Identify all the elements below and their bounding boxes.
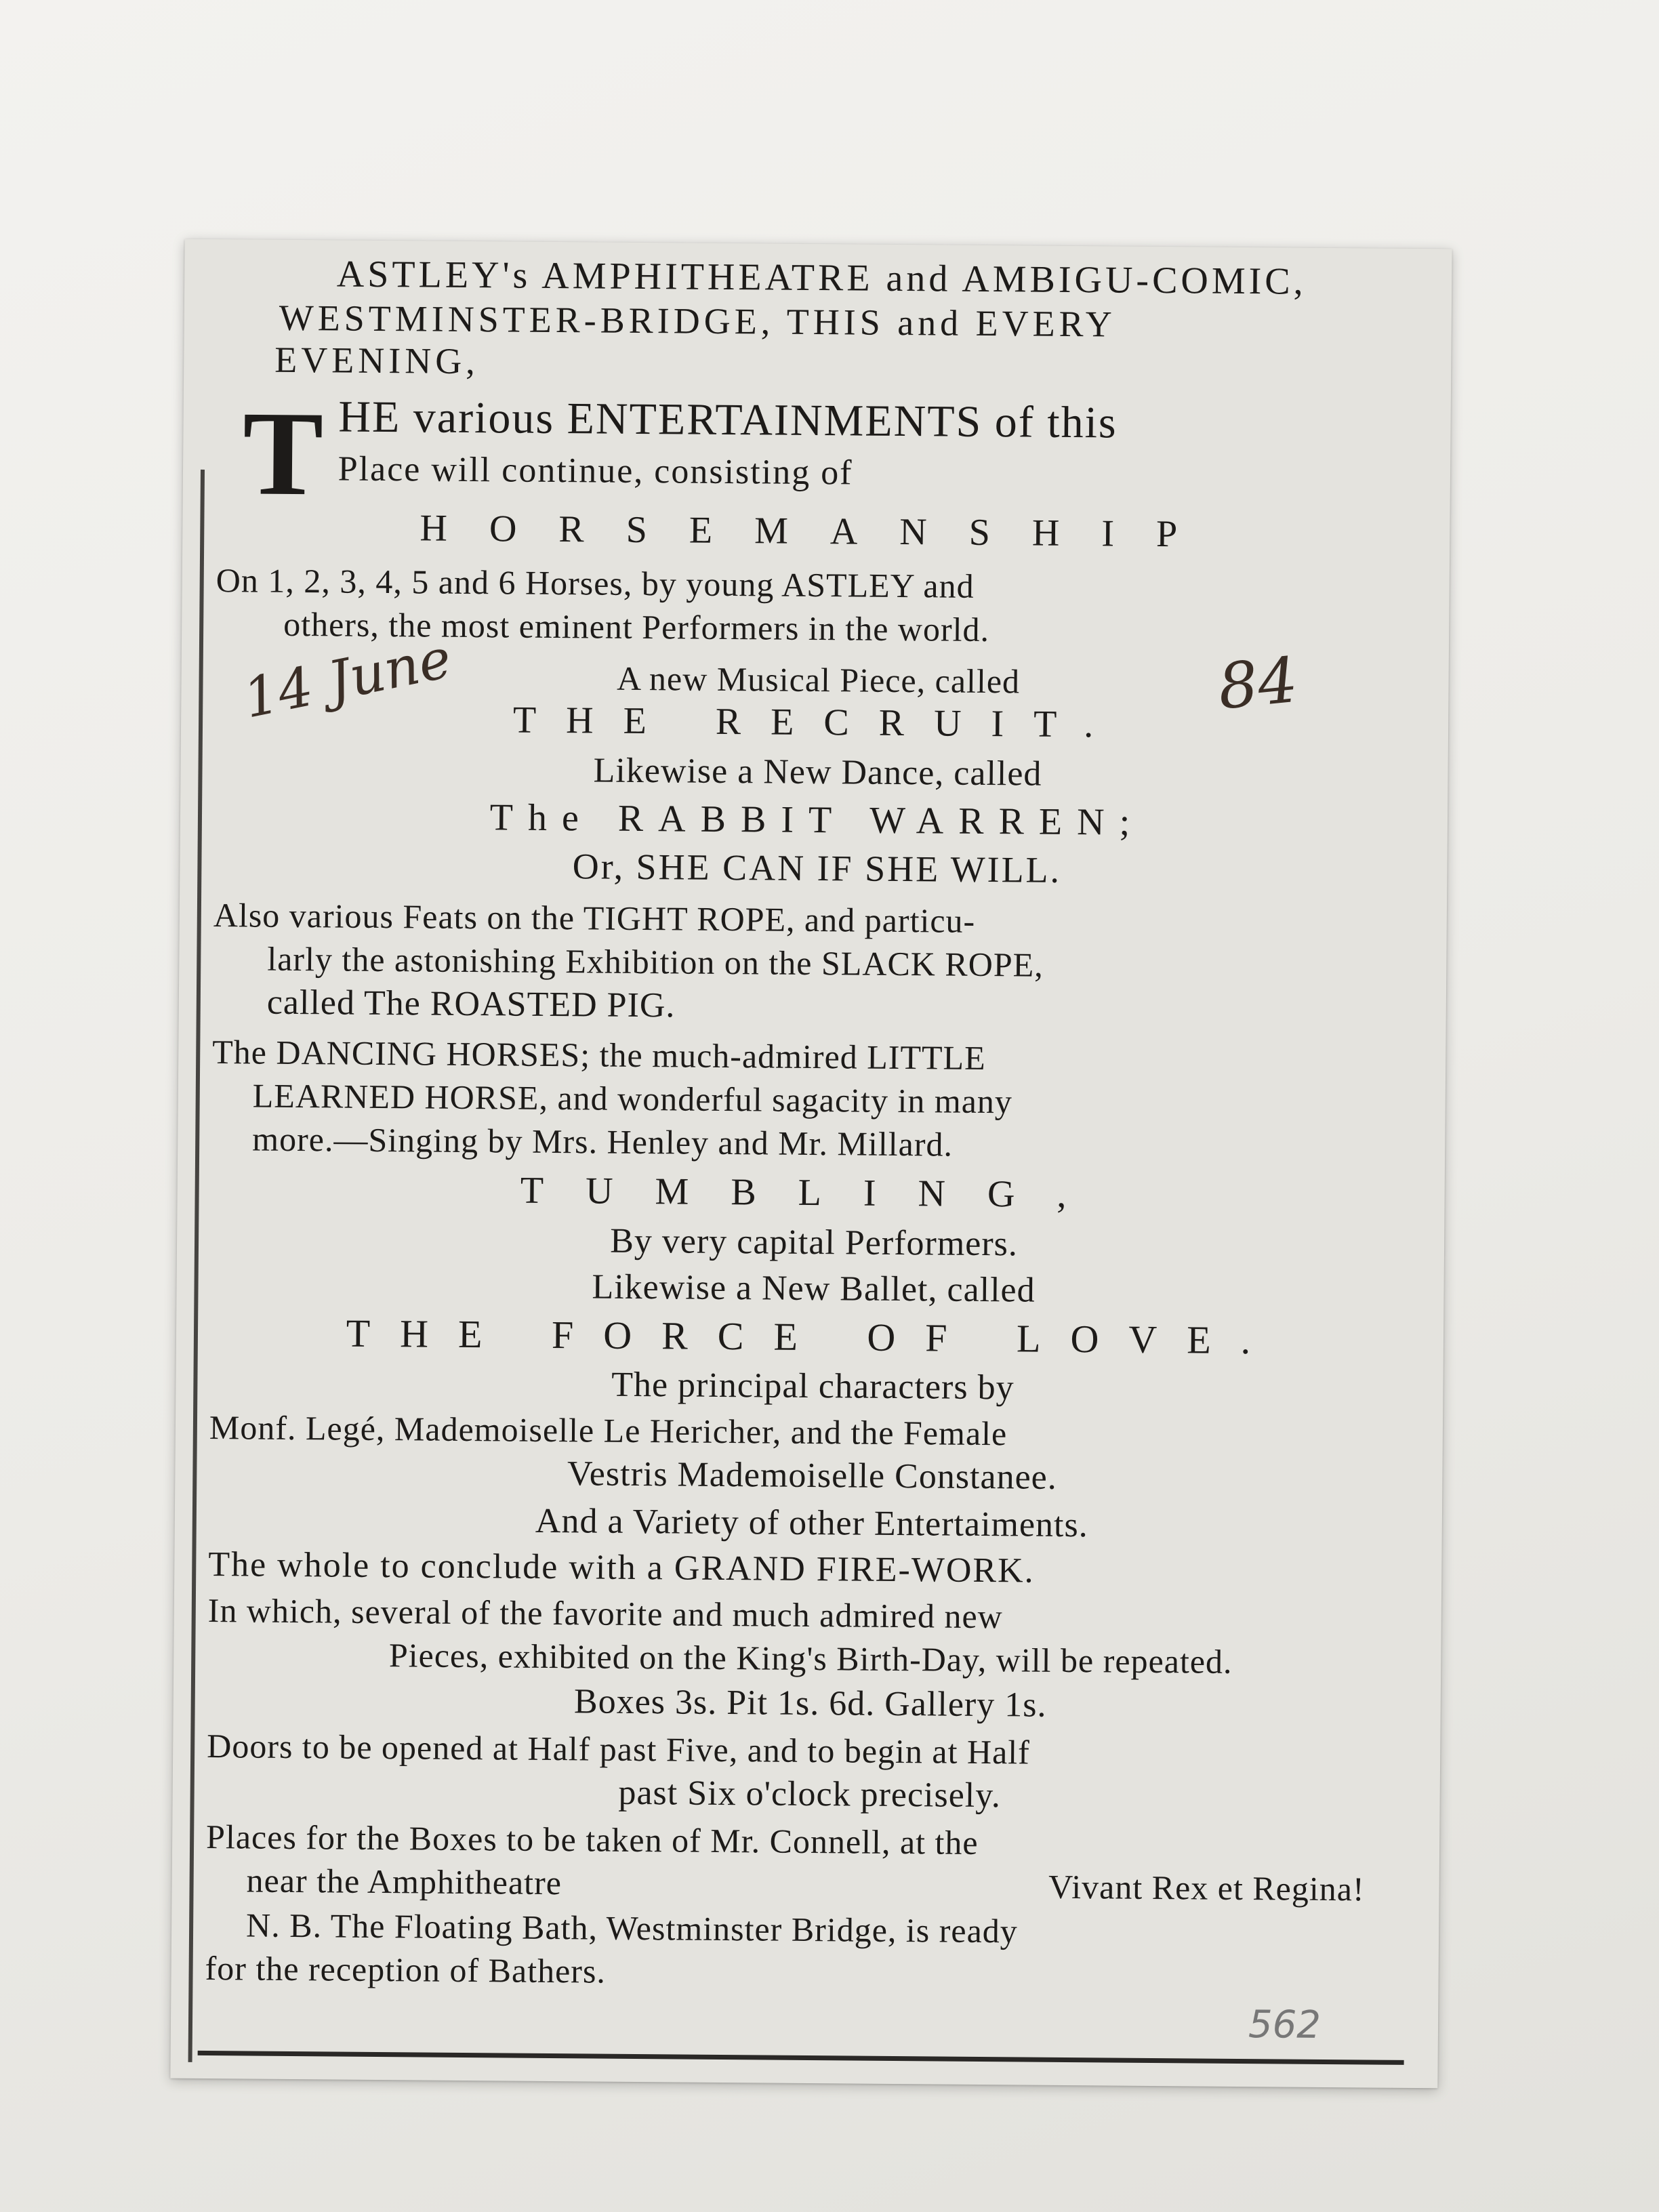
horses-line-1: On 1, 2, 3, 4, 5 and 6 Horses, by young ASTLEY and <box>216 561 975 605</box>
musical-piece-intro: A new Musical Piece, called <box>616 659 1021 701</box>
places-line-2 <box>205 1863 1412 1906</box>
intro-line-1: HE various ENTERTAINMENTS of this <box>338 392 1118 448</box>
places-line-1: Places for the Boxes to be taken of Mr. Connell, at the <box>205 1818 979 1862</box>
nb-line-2: for the reception of Bathers. <box>205 1949 607 1990</box>
doors-line-2: past Six o'clock precisely. <box>618 1773 1002 1816</box>
horses-line-2: others, the most eminent Performers in the world. <box>283 605 990 649</box>
drop-cap: T <box>242 386 324 521</box>
cast-line-2: Vestris Mademoiselle Constanee. <box>567 1454 1057 1497</box>
principal-characters: The principal characters by <box>611 1365 1015 1408</box>
intro-line-2: Place will continue, consisting of <box>337 449 853 493</box>
prices-line: Boxes 3s. Pit 1s. 6d. Gallery 1s. <box>573 1682 1047 1725</box>
she-can-subtitle: Or, SHE CAN IF SHE WILL. <box>572 846 1062 890</box>
variety-line: And a Variety of other Entertaiments. <box>535 1501 1088 1545</box>
pencil-number: 562 <box>1248 2003 1322 2047</box>
conclude-line: The whole to conclude with a GRAND FIRE-WORK. <box>208 1545 1035 1591</box>
cast-line-1: Monf. Legé, Mademoiselle Le Hericher, and the Female <box>209 1408 1008 1453</box>
dancing-line-3: more.—Singing by Mrs. Henley and Mr. Millard. <box>252 1120 954 1164</box>
header-line-2: WESTMINSTER-BRIDGE, THIS and EVERY <box>279 297 1116 345</box>
dance-intro: Likewise a New Dance, called <box>593 751 1042 794</box>
recruit-heading: THE RECRUIT. <box>512 699 1124 746</box>
feats-line-3: called The ROASTED PIG. <box>266 983 676 1025</box>
feats-line-2: larly the astonishing Exhibition on the SLACK ROPE, <box>267 939 1044 984</box>
capital-performers: By very capital Performers. <box>610 1221 1019 1264</box>
horsemanship-heading: HORSEMANSHIP <box>419 507 1220 556</box>
ballet-intro: Likewise a New Ballet, called <box>592 1267 1036 1310</box>
handwritten-date: 14 June <box>238 626 457 731</box>
header-line-1: ASTLEY's AMPHITHEATRE and AMBIGU-COMIC, <box>336 253 1307 303</box>
rabbit-warren-heading: The RABBIT WARREN; <box>489 796 1145 844</box>
force-of-love-heading: THE FORCE OF LOVE. <box>346 1311 1281 1363</box>
pieces-line-1: In which, several of the favorite and much admired new <box>207 1591 1004 1636</box>
dancing-line-1: The DANCING HORSES; the much-admired LITTLE <box>212 1033 986 1078</box>
places-location: near the Amphitheatre <box>246 1861 562 1902</box>
tumbling-heading: TUMBLING, <box>520 1169 1109 1216</box>
nb-line-1: N. B. The Floating Bath, Westminster Bridge, is ready <box>245 1906 1019 1950</box>
newspaper-clipping <box>170 239 1452 2089</box>
pieces-line-2: Pieces, exhibited on the King's Birth-Day, will be repeated. <box>388 1636 1233 1681</box>
feats-line-1: Also various Feats on the TIGHT ROPE, and particu- <box>213 896 976 940</box>
advertisement <box>205 251 1425 1994</box>
intro-block <box>217 386 1424 521</box>
dancing-line-2: LEARNED HORSE, and wonderful sagacity in many <box>252 1076 1013 1121</box>
doors-line-1: Doors to be opened at Half past Five, and to begin at Half <box>207 1727 1031 1771</box>
column-rule-left <box>188 470 205 2062</box>
handwritten-year: 84 <box>1214 643 1301 724</box>
column-rule-bottom <box>198 2051 1404 2065</box>
header-line-3: EVENING, <box>274 339 479 382</box>
vivant-rex: Vivant Rex et Regina! <box>1048 1867 1365 1908</box>
